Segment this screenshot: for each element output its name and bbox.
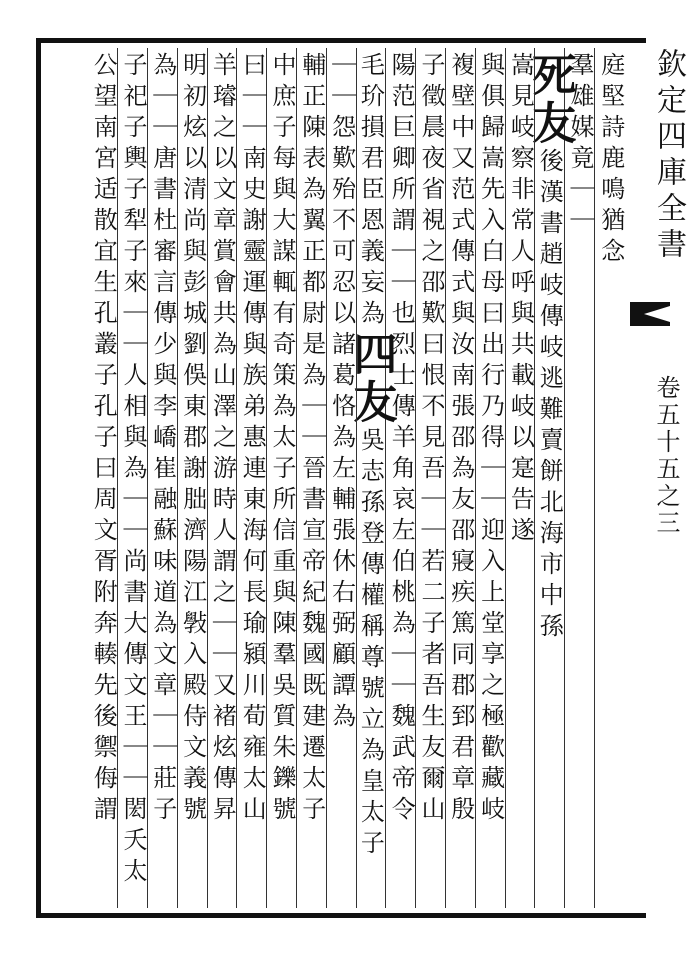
text-column [476,48,506,908]
text-column [178,48,208,908]
text-column [297,48,327,908]
column-text: 公望南宮适散宜生孔叢子孔子曰周文胥附奔輳先後禦侮謂 [89,52,118,827]
column-text: 子徵晨夜省視之邵歎曰恨不見吾｜｜若二子者吾生友爾山 [416,52,445,827]
fish-tail-icon [630,300,670,328]
text-column [327,48,357,908]
column-text: 明初炫以清尚與彭城劉俁東郡謝朏濟陽江斅入殿侍文義號 [178,52,207,827]
column-text: 羣雄媒竟｜｜ [565,52,594,238]
column-text: 毛玠損君臣恩義妄為 [356,52,385,331]
column-text: 與俱歸嵩先入白母曰出行乃得｜｜迎入上堂享之極歡藏岐 [476,52,505,827]
text-column [208,48,238,908]
text-column [524,48,576,908]
column-text: 為｜｜唐書杜審言傳少與李嶠崔融蘇味道為文章｜｜莊子 [148,52,177,827]
text-column [345,48,397,908]
heading-term: 四友 [345,331,397,427]
column-text: 後漢書趙岐傳岐逃難賣餅北海市中孫 [535,148,564,644]
column-text: 庭堅詩鹿鳴猶念 [596,52,625,269]
column-text: 曰｜｜南史謝靈運傳與族弟惠連東海何長瑜潁川荀雍太山 [238,52,267,827]
volume-number: 卷五十五之三 [652,375,680,537]
text-column [237,48,267,908]
column-text: 陽范巨卿所謂｜｜也烈士傳羊角哀左伯桃為｜｜魏武帝令 [387,52,416,827]
text-column [267,48,297,908]
column-text: 中庶子每與大謀輒有奇策為太子所信重與陳羣吳質朱鑠號 [267,52,296,827]
text-column [386,48,416,908]
column-text: 羊璿之以文章賞會共為山澤之游時人謂之｜｜又褚炫傳昇 [208,52,237,827]
column-text: 複壁中又范式傳式與汝南張邵為友邵寢疾篤同郡郅君章殷 [446,52,475,827]
heading-term: 死友 [524,52,576,148]
text-column [118,48,148,908]
text-column [506,48,536,908]
column-text: ｜｜怨歎殆不可忍以諸葛恪為左輔張休右弼顧譚為 [327,52,356,734]
text-column [148,48,178,908]
text-column [446,48,476,908]
column-text: 輔正陳表為翼正都尉是為｜｜晉書宣帝紀魏國既建遷太子 [297,52,326,827]
text-column [88,48,118,908]
book-title: 欽定四庫全書 [651,48,686,264]
text-column [595,48,625,908]
column-text: 嵩見岐察非常人呼與共載岐以寔告遂 [506,52,535,548]
column-text: 子祀子輿子犁子來｜｜人相與為｜｜尚書大傳文王｜｜閎夭太 [118,52,147,889]
text-column [565,48,595,908]
text-column [416,48,446,908]
column-text: 吳志孫登傳權稱尊號立為皇太子 [356,427,385,861]
